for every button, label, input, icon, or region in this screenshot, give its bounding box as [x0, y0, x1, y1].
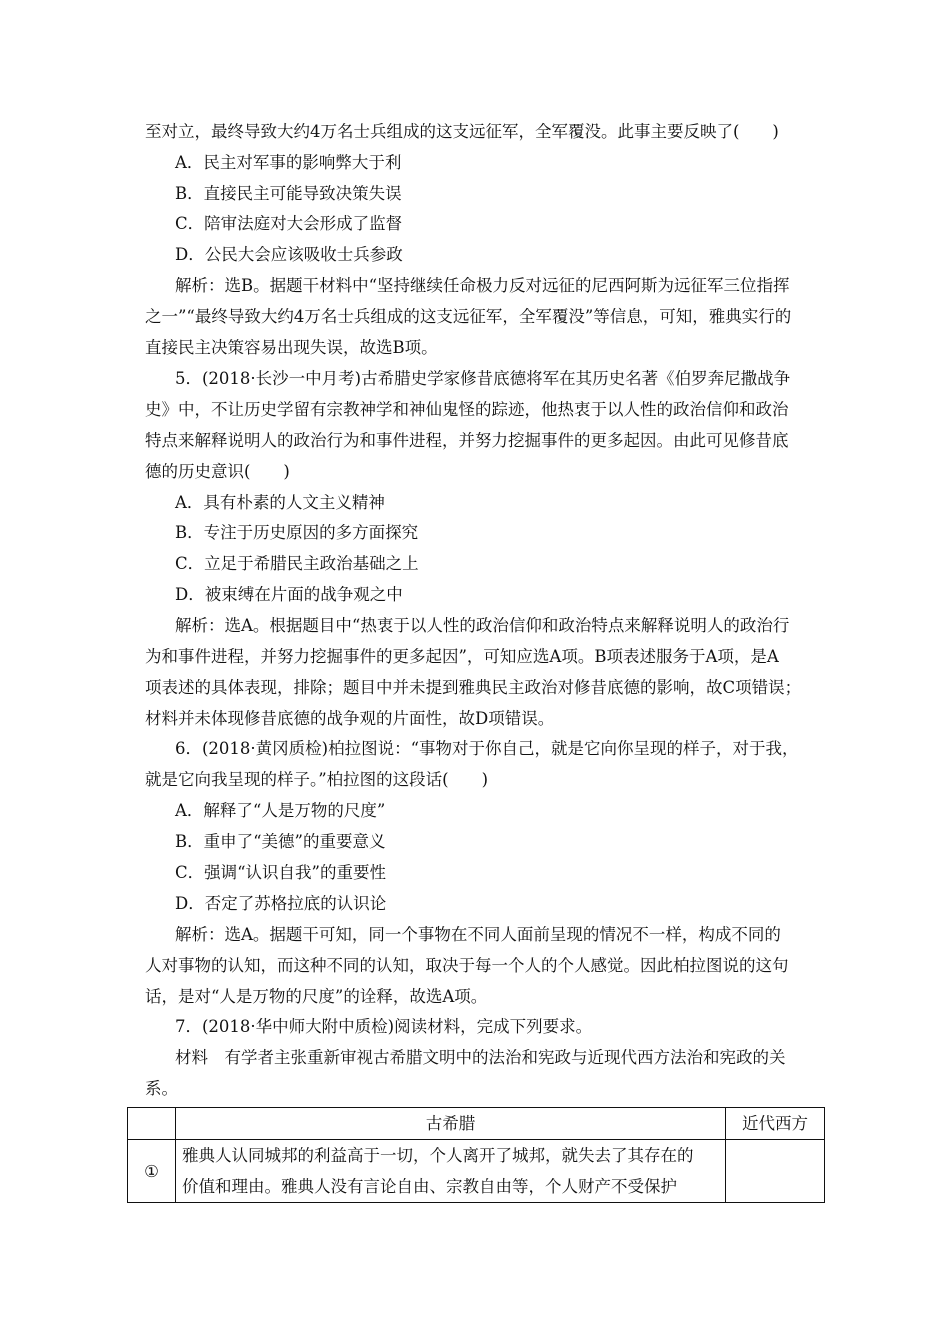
table-header-cell — [128, 1108, 176, 1140]
q5-option-a: A．具有朴素的人文主义精神 — [175, 493, 385, 512]
q5-option-d: D．被束缚在片面的战争观之中 — [175, 585, 403, 604]
q5-stem-line: 德的历史意识( ) — [145, 462, 290, 481]
q7-stem: 7．(2018·华中师大附中质检)阅读材料，完成下列要求。 — [175, 1017, 593, 1036]
q6-option-d: D．否定了苏格拉底的认识论 — [175, 894, 387, 913]
q4-option-c: C．陪审法庭对大会形成了监督 — [175, 214, 403, 233]
q5-analysis-line: 为和事件进程，并努力挖掘事件的更多起因”，可知应选A项。B项表述服务于A项，是A — [145, 647, 779, 666]
cell-line: 价值和理由。雅典人没有言论自由、宗教自由等，个人财产不受保护 — [182, 1177, 677, 1196]
q5-analysis-line: 项表述的具体表现，排除；题目中并未提到雅典民主政治对修昔底德的影响，故C项错误； — [145, 678, 802, 697]
q6-analysis-line: 解析：选A。据题干可知，同一个事物在不同人面前呈现的情况不一样，构成不同的 — [175, 925, 781, 944]
q6-stem-line: 就是它向我呈现的样子。”柏拉图的这段话( ) — [145, 770, 489, 789]
q5-analysis-line: 解析：选A。根据题目中“热衷于以人性的政治信仰和政治特点来解释说明人的政治行 — [175, 616, 790, 635]
row-number: ① — [128, 1140, 176, 1203]
q4-analysis-line: 直接民主决策容易出现失误，故选B项。 — [145, 338, 438, 357]
q5-stem-line: 史》中，不让历史学留有宗教神学和神仙鬼怪的踪迹，他热衷于以人性的政治信仰和政治 — [145, 400, 789, 419]
q7-material-line: 材料 有学者主张重新审视古希腊文明中的法治和宪政与近现代西方法治和宪政的关 — [175, 1048, 786, 1067]
q4-stem-end: 至对立，最终导致大约4万名士兵组成的这支远征军，全军覆没。此事主要反映了( ) — [145, 122, 779, 141]
q4-option-a: A．民主对军事的影响弊大于利 — [175, 153, 402, 172]
q4-option-b: B．直接民主可能导致决策失误 — [175, 184, 402, 203]
ancient-greece-cell — [176, 1140, 726, 1203]
q5-option-b: B．专注于历史原因的多方面探究 — [175, 523, 419, 542]
table-header-row — [128, 1108, 825, 1140]
q6-stem-line: 6．(2018·黄冈质检)柏拉图说：“事物对于你自己，就是它向你呈现的样子，对于我， — [175, 739, 799, 758]
q4-analysis-line: 之一”“最终导致大约4万名士兵组成的这支远征军，全军覆没”等信息，可知，雅典实行的 — [145, 307, 792, 326]
table-header-cell: 近代西方 — [726, 1108, 825, 1140]
q4-option-d: D．公民大会应该吸收士兵参政 — [175, 245, 403, 264]
q6-option-a: A．解释了“人是万物的尺度” — [175, 801, 386, 820]
q6-analysis-line: 人对事物的认知，而这种不同的认知，取决于每一个人的个人感觉。因此柏拉图说的这句 — [145, 956, 789, 975]
q6-analysis-line: 话，是对“人是万物的尺度”的诠释，故选A项。 — [145, 987, 488, 1006]
q5-stem-line: 特点来解释说明人的政治行为和事件进程，并努力挖掘事件的更多起因。由此可见修昔底 — [145, 431, 789, 450]
q5-analysis-line: 材料并未体现修昔底德的战争观的片面性，故D项错误。 — [145, 709, 555, 728]
q5-option-c: C．立足于希腊民主政治基础之上 — [175, 554, 419, 573]
cell-line: 雅典人认同城邦的利益高于一切，个人离开了城邦，就失去了其存在的 — [182, 1146, 694, 1165]
table-row — [128, 1140, 825, 1203]
comparison-table — [127, 1107, 825, 1203]
q6-option-b: B．重申了“美德”的重要意义 — [175, 832, 386, 851]
q5-stem-line: 5．(2018·长沙一中月考)古希腊史学家修昔底德将军在其历史名著《伯罗奔尼撒战争 — [175, 369, 791, 388]
q6-option-c: C．强调“认识自我”的重要性 — [175, 863, 386, 882]
modern-west-cell — [726, 1140, 825, 1203]
table-header-cell: 古希腊 — [176, 1108, 726, 1140]
q4-analysis-line: 解析：选B。据题干材料中“坚持继续任命极力反对远征的尼西阿斯为远征军三位指挥 — [175, 276, 790, 295]
q7-material-line: 系。 — [145, 1079, 178, 1098]
